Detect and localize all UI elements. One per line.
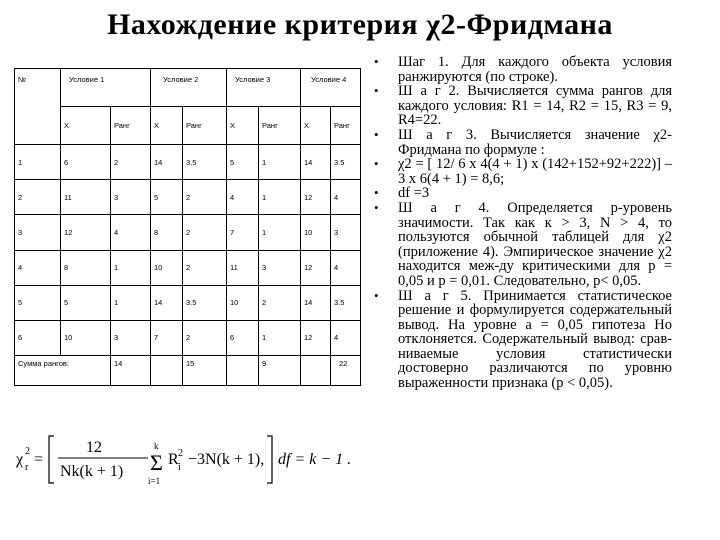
table-cell: 1 [259, 215, 301, 250]
formula-r-sup: 2 [178, 448, 183, 459]
table-cell: 14 [151, 285, 183, 320]
table-cell: 10 [151, 250, 183, 285]
friedman-formula [16, 430, 366, 488]
formula-right-bracket [267, 436, 272, 483]
step-item: • Ш а г 5. Принимается статистическое решение и формулируется содержательный вывод. На уровне а = 0,05 гипотеза Но отклоняется. Содержательный вывод: срав-ниваемые условия статистически достоверно различаются по уровню выраженности признака (р < 0,05). [372, 289, 672, 391]
table-row [15, 320, 361, 355]
table-cell: 2 [183, 320, 227, 355]
table-cell: 2 [15, 180, 61, 215]
formula-denominator: Nk(k + 1) [60, 463, 124, 480]
table-cell: 1 [259, 320, 301, 355]
table-cell: 3 [331, 215, 361, 250]
table-cell: 4 [331, 250, 361, 285]
table-cell: 3 [15, 215, 61, 250]
table-cell: 7 [151, 320, 183, 355]
step-item: • Ш а г 2. Вычисляется сумма рангов для каждого условия: R1 = 14, R2 = 15, R3 = 9, R4=22. [372, 84, 672, 128]
table-cell: 12 [301, 250, 331, 285]
table-row [15, 250, 361, 285]
condition-3-header: Условие 3 [227, 69, 301, 107]
x-subheader: Х [151, 107, 183, 145]
sum-cell: 9 [259, 355, 301, 385]
table-cell: 6 [61, 145, 111, 180]
empty-cell [151, 355, 183, 385]
table-cell: 1 [15, 145, 61, 180]
table-cell: 5 [227, 145, 259, 180]
table-cell: 7 [227, 215, 259, 250]
table-cell: 3.5 [183, 285, 227, 320]
steps-list [372, 55, 672, 391]
table-cell: 2 [183, 215, 227, 250]
step-item: • df =3 [372, 186, 672, 201]
table-cell: 11 [61, 180, 111, 215]
formula-lhs-sub: r [25, 462, 29, 473]
condition-1-header: Условие 1 [61, 69, 151, 107]
table-cell: 1 [111, 285, 151, 320]
x-subheader: Х [227, 107, 259, 145]
step-item: • Шаг 1. Для каждого объекта условия ранжируются (по строке). [372, 55, 672, 84]
x-subheader: Х [301, 107, 331, 145]
rank-subheader: Ранг [183, 107, 227, 145]
table-cell: 6 [227, 320, 259, 355]
table-cell: 8 [151, 215, 183, 250]
rank-subheader: Ранг [331, 107, 361, 145]
table-cell: 12 [61, 215, 111, 250]
x-subheader: Х [61, 107, 111, 145]
table-cell: 5 [61, 285, 111, 320]
step-item: • Ш а г 4. Определяется р-уровень значимости. Так как к > 3, N > 4, то пользуются обычной таблицей для χ2 (приложение 4). Эмпирическое значение χ2 находится меж-ду критическими для р = 0,05 и р = 0,01. Следовательно, р< 0,05. [372, 201, 672, 289]
sum-row [15, 355, 361, 385]
sum-cell: 22 [331, 355, 361, 385]
step-item: • Ш а г 3. Вычисляется значение χ2-Фридмана по формуле : [372, 128, 672, 157]
formula-sum-lower: i=1 [148, 476, 161, 486]
table-cell: 4 [331, 320, 361, 355]
ranks-table [14, 68, 361, 386]
table-cell: 14 [301, 285, 331, 320]
table-cell: 12 [301, 180, 331, 215]
table-cell: 1 [111, 250, 151, 285]
table-cell: 2 [183, 250, 227, 285]
table-cell: 14 [151, 145, 183, 180]
table-cell: 3.5 [331, 145, 361, 180]
formula-sum-sign: Σ [150, 450, 163, 475]
table-cell: 3.5 [183, 145, 227, 180]
table-cell: 4 [227, 180, 259, 215]
formula-r-sub: i [178, 462, 181, 473]
table-row [15, 215, 361, 250]
sum-label: Сумма рангов: [15, 355, 111, 385]
table-cell: 14 [301, 145, 331, 180]
page-title: Нахождение критерия χ2-Фридмана [107, 8, 613, 41]
table-cell: 3 [111, 320, 151, 355]
number-header: № [15, 69, 61, 145]
table-cell: 2 [111, 145, 151, 180]
formula-r-var: R [168, 451, 179, 468]
rank-subheader: Ранг [111, 107, 151, 145]
empty-cell [227, 355, 259, 385]
table-row [15, 145, 361, 180]
table-cell: 4 [331, 180, 361, 215]
step-item: • χ2 = [ 12/ 6 х 4(4 + 1) х (142+152+92+222)] –3 х 6(4 + 1) = 8,6; [372, 157, 672, 186]
table-cell: 3.5 [331, 285, 361, 320]
table-cell: 10 [227, 285, 259, 320]
condition-4-header: Условие 4 [301, 69, 361, 107]
table-cell: 8 [61, 250, 111, 285]
formula-numerator: 12 [86, 439, 102, 456]
formula-left-bracket [49, 436, 54, 483]
table-cell: 3 [259, 250, 301, 285]
condition-2-header: Условие 2 [151, 69, 227, 107]
table-cell: 6 [15, 320, 61, 355]
table-cell: 1 [259, 180, 301, 215]
rank-subheader: Ранг [259, 107, 301, 145]
formula-df: df = k − 1 . [278, 451, 352, 468]
table-cell: 12 [301, 320, 331, 355]
formula-lhs-sup: 2 [25, 446, 30, 457]
table-cell: 2 [259, 285, 301, 320]
table-row [15, 180, 361, 215]
table-cell: 5 [151, 180, 183, 215]
table-cell: 2 [183, 180, 227, 215]
table-cell: 10 [301, 215, 331, 250]
formula-minus-part: −3N(k + 1), [188, 451, 265, 468]
formula-equals: = [34, 451, 44, 468]
formula-sum-upper: k [154, 441, 159, 451]
table-cell: 3 [111, 180, 151, 215]
table-cell: 5 [15, 285, 61, 320]
table-cell: 11 [227, 250, 259, 285]
table-cell: 4 [111, 215, 151, 250]
table-cell: 10 [61, 320, 111, 355]
sum-cell: 14 [111, 355, 151, 385]
table-row [15, 285, 361, 320]
table-cell: 1 [259, 145, 301, 180]
empty-cell [301, 355, 331, 385]
formula-chi-symbol: χ [16, 451, 24, 468]
sum-cell: 15 [183, 355, 227, 385]
table-cell: 4 [15, 250, 61, 285]
